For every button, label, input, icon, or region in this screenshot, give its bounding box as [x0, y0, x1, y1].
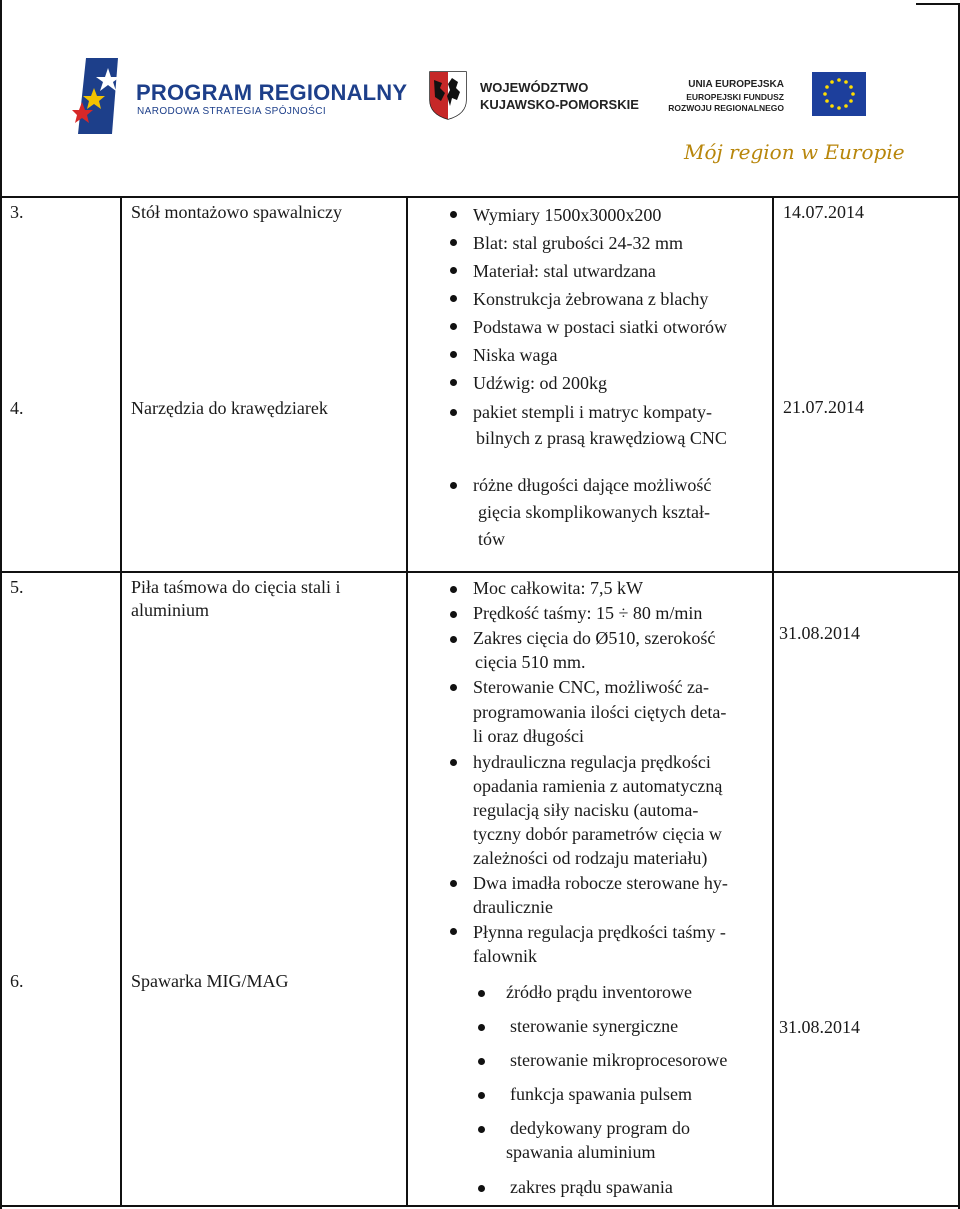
spec-item: Sterowanie CNC, możliwość za- — [473, 677, 709, 697]
bullet-icon — [450, 239, 457, 246]
bullet-icon — [450, 379, 457, 386]
bullet-icon — [478, 1024, 485, 1031]
row-number: 4. — [10, 398, 24, 418]
spec-item: Dwa imadła robocze sterowane hy- — [473, 873, 728, 893]
program-subtitle: NARODOWA STRATEGIA SPÓJNOŚCI — [137, 106, 327, 117]
bullet-icon — [450, 759, 457, 766]
eu-fund-line1: EUROPEJSKI FUNDUSZ — [686, 92, 784, 102]
spec-item: dedykowany program do — [510, 1118, 690, 1138]
bullet-icon — [478, 1092, 485, 1099]
griffin-crest-icon — [428, 70, 468, 120]
eu-fund-line2: ROZWOJU REGIONALNEGO — [668, 103, 784, 113]
spec-item-continuation: tyczny dobór parametrów cięcia w — [473, 824, 722, 844]
spec-item: Moc całkowita: 7,5 kW — [473, 578, 643, 598]
delivery-date: 31.08.2014 — [779, 1017, 860, 1037]
program-regionalny-logo — [72, 58, 408, 138]
bullet-icon — [450, 295, 457, 302]
spec-item: Płynna regulacja prędkości taśmy - — [473, 922, 726, 942]
spec-item-continuation: spawania aluminium — [506, 1142, 656, 1162]
spec-item: Niska waga — [473, 345, 558, 365]
bullet-icon — [450, 323, 457, 330]
spec-item-continuation: li oraz długości — [473, 726, 584, 746]
stars-logo-icon — [72, 58, 132, 134]
spec-item: Konstrukcja żebrowana z blachy — [473, 289, 709, 309]
spec-item: Udźwig: od 200kg — [473, 373, 607, 393]
spec-item-continuation: draulicznie — [473, 897, 553, 917]
bullet-icon — [478, 1058, 485, 1065]
bullet-icon — [450, 586, 457, 593]
eu-fund-logo — [668, 72, 870, 122]
spec-item-continuation: falownik — [473, 946, 537, 966]
bullet-icon — [478, 1185, 485, 1192]
bullet-icon — [450, 351, 457, 358]
row-number: 5. — [10, 577, 24, 597]
spec-item: różne długości dające możliwość — [473, 475, 712, 495]
spec-item-continuation: gięcia skomplikowanych kształ- — [478, 502, 710, 522]
spec-item-continuation: cięcia 510 mm. — [475, 652, 586, 672]
bullet-icon — [450, 267, 457, 274]
column-divider — [772, 196, 774, 1207]
bullet-icon — [450, 684, 457, 691]
column-divider — [406, 196, 408, 1207]
motto-text: Mój region w Europie — [684, 140, 905, 164]
delivery-date: 14.07.2014 — [783, 202, 864, 222]
item-name-continuation: aluminium — [131, 600, 209, 620]
bullet-icon — [450, 211, 457, 218]
spec-item: Wymiary 1500x3000x200 — [473, 205, 662, 225]
spec-item-continuation: opadania ramienia z automatyczną — [473, 776, 723, 796]
table-top-border — [0, 196, 960, 198]
delivery-date: 21.07.2014 — [783, 397, 864, 417]
page-border-corner — [916, 3, 960, 5]
region-name-line2: KUJAWSKO-POMORSKIE — [480, 97, 639, 112]
bullet-icon — [450, 409, 457, 416]
wojewodztwo-logo — [428, 70, 639, 126]
column-divider — [120, 196, 122, 1207]
item-name: Spawarka MIG/MAG — [131, 971, 289, 991]
spec-item-continuation: zależności od rodzaju materiału) — [473, 848, 708, 868]
item-name: Narzędzia do krawędziarek — [131, 398, 328, 418]
spec-item-continuation: bilnych z prasą krawędziową CNC — [476, 428, 727, 448]
spec-item: funkcja spawania pulsem — [510, 1084, 692, 1104]
item-name: Piła taśmowa do cięcia stali i — [131, 577, 341, 597]
spec-item: Materiał: stal utwardzana — [473, 261, 656, 281]
spec-item: hydrauliczna regulacja prędkości — [473, 752, 711, 772]
page-border-left — [0, 0, 2, 1209]
row-number: 6. — [10, 971, 24, 991]
spec-item: zakres prądu spawania — [510, 1177, 673, 1197]
spec-item: pakiet stempli i matryc kompaty- — [473, 402, 712, 422]
bullet-icon — [478, 990, 485, 997]
page-border-bottom — [0, 1205, 960, 1207]
eu-flag-icon — [812, 72, 866, 116]
bullet-icon — [450, 880, 457, 887]
item-name: Stół montażowo spawalniczy — [131, 202, 342, 222]
spec-item: Podstawa w postaci siatki otworów — [473, 317, 727, 337]
spec-item: sterowanie mikroprocesorowe — [510, 1050, 728, 1070]
bullet-icon — [450, 482, 457, 489]
bullet-icon — [450, 928, 457, 935]
spec-item: Blat: stal grubości 24-32 mm — [473, 233, 683, 253]
eu-name: UNIA EUROPEJSKA — [688, 79, 784, 90]
spec-item: Zakres cięcia do Ø510, szerokość — [473, 628, 716, 648]
bullet-icon — [450, 636, 457, 643]
spec-item-continuation: programowania ilości ciętych deta- — [473, 702, 727, 722]
spec-item-continuation: tów — [478, 529, 505, 549]
spec-item: źródło prądu inventorowe — [506, 982, 692, 1002]
bullet-icon — [478, 1126, 485, 1133]
program-title: PROGRAM REGIONALNY — [136, 80, 408, 105]
spec-item: sterowanie synergiczne — [510, 1016, 679, 1036]
delivery-date: 31.08.2014 — [779, 623, 860, 643]
bullet-icon — [450, 611, 457, 618]
region-name-line1: WOJEWÓDZTWO — [480, 80, 589, 95]
spec-item-continuation: regulacją siły nacisku (automa- — [473, 800, 699, 820]
spec-item: Prędkość taśmy: 15 ÷ 80 m/min — [473, 603, 703, 623]
row-number: 3. — [10, 202, 24, 222]
row-separator — [0, 571, 960, 573]
